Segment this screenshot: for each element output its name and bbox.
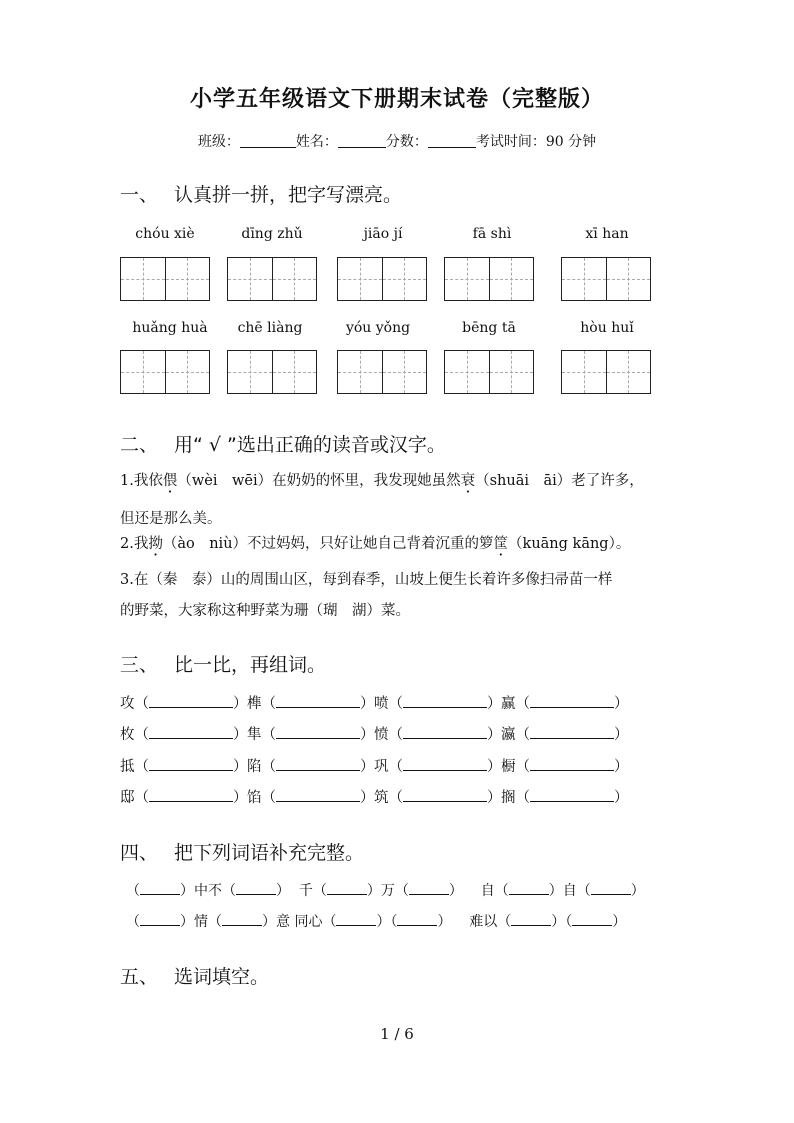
answer-blank[interactable] <box>511 913 551 926</box>
paren: （ <box>388 696 403 712</box>
word-item <box>501 755 628 776</box>
word-group-row <box>120 786 628 807</box>
writing-cell[interactable] <box>562 258 606 300</box>
text: （ <box>126 883 140 899</box>
word-item <box>501 786 628 807</box>
char: 喷 <box>374 696 389 712</box>
paren: （ <box>261 759 276 775</box>
paren: （ <box>261 727 276 743</box>
section-5-heading <box>120 962 269 989</box>
text: 自（ <box>480 883 509 899</box>
paren: （ <box>134 727 149 743</box>
paren: （ <box>388 727 403 743</box>
page-title: 小学五年级语文下册期末试卷（完整版） <box>189 87 604 112</box>
char: 赢 <box>501 696 516 712</box>
answer-blank[interactable] <box>509 882 549 895</box>
writing-grid[interactable] <box>337 257 427 301</box>
writing-cell[interactable] <box>489 258 534 300</box>
class-blank[interactable] <box>240 133 296 148</box>
question-2-line-3[interactable]: 3.在（秦 泰）山的周围山区，每到春季，山坡上便生长着许多像扫帚苗一样 <box>120 572 613 588</box>
section-number: 五、 <box>120 966 159 988</box>
char: 馅 <box>247 790 262 806</box>
time-label: 考试时间：90 分钟 <box>475 134 597 150</box>
writing-grid[interactable] <box>561 350 651 394</box>
word-group-row <box>120 723 628 744</box>
word-item <box>374 723 501 744</box>
answer-blank[interactable] <box>149 695 233 708</box>
question-2-line-1 <box>120 469 644 490</box>
pinyin-label: hòu huǐ <box>580 320 634 336</box>
char: 隼 <box>247 727 262 743</box>
paren: ） <box>233 790 248 806</box>
section-title: 比一比，再组词。 <box>174 654 327 676</box>
choice-text[interactable]: （shuāi āi）老了许多， <box>475 473 644 489</box>
text: 千（ <box>298 883 327 899</box>
paren: （ <box>515 696 530 712</box>
text: ） <box>437 914 452 930</box>
writing-grid[interactable] <box>337 350 427 394</box>
paren: ） <box>487 790 502 806</box>
paren: （ <box>388 790 403 806</box>
char: 巩 <box>374 759 389 775</box>
word-item <box>247 786 374 807</box>
writing-cell[interactable] <box>382 258 427 300</box>
writing-cell[interactable] <box>382 351 427 393</box>
section-title: 选词填空。 <box>174 966 270 988</box>
paren: ） <box>614 790 629 806</box>
writing-cell[interactable] <box>121 351 165 393</box>
answer-blank[interactable] <box>530 758 614 771</box>
answer-blank[interactable] <box>149 726 233 739</box>
paren: ） <box>360 727 375 743</box>
writing-cell[interactable] <box>338 258 382 300</box>
writing-grid[interactable] <box>227 257 317 301</box>
paren: （ <box>388 759 403 775</box>
answer-blank[interactable] <box>276 695 360 708</box>
pinyin-label: yóu yǒng <box>345 320 411 336</box>
writing-cell[interactable] <box>489 351 534 393</box>
char: 榫 <box>247 696 262 712</box>
word-item <box>247 755 374 776</box>
pinyin-label: chē liàng <box>237 320 303 336</box>
pinyin-label: jiāo jí <box>363 226 403 242</box>
paren: ） <box>360 790 375 806</box>
section-number: 一、 <box>120 184 159 206</box>
paren: （ <box>515 727 530 743</box>
paren: ） <box>614 696 629 712</box>
paren: ） <box>233 696 248 712</box>
section-number: 四、 <box>120 842 159 864</box>
word-group-row <box>120 755 628 776</box>
word-group-row <box>120 692 628 713</box>
section-4-heading <box>120 838 364 865</box>
answer-blank[interactable] <box>591 882 631 895</box>
answer-blank[interactable] <box>236 882 276 895</box>
question-2-line-3b[interactable]: 的野菜，大家称这种野菜为珊（瑚 湖）菜。 <box>120 603 410 619</box>
score-label: 分数： <box>385 134 428 150</box>
paren: ） <box>233 727 248 743</box>
writing-grid[interactable] <box>561 257 651 301</box>
paren: （ <box>515 790 530 806</box>
word-item <box>120 786 247 807</box>
char: 枚 <box>120 727 135 743</box>
text: ）中不（ <box>180 883 236 899</box>
text: 2.我 <box>120 536 149 552</box>
answer-blank[interactable] <box>403 758 487 771</box>
writing-cell[interactable] <box>272 351 317 393</box>
answer-blank[interactable] <box>397 913 437 926</box>
char: 邸 <box>120 790 135 806</box>
char: 筑 <box>374 790 389 806</box>
dotted-char: 衰 <box>460 473 476 489</box>
text: （ <box>126 914 140 930</box>
writing-cell[interactable] <box>121 258 165 300</box>
paren: （ <box>261 696 276 712</box>
writing-cell[interactable] <box>445 258 489 300</box>
section-3-heading <box>120 650 326 677</box>
answer-blank[interactable] <box>572 913 612 926</box>
section-2-heading <box>120 430 446 457</box>
text: ） <box>276 883 290 899</box>
idiom-row <box>126 911 626 931</box>
word-item <box>120 755 247 776</box>
idiom-row <box>126 880 645 900</box>
writing-cell[interactable] <box>606 258 651 300</box>
answer-blank[interactable] <box>149 758 233 771</box>
answer-blank[interactable] <box>140 913 180 926</box>
paren: ） <box>487 696 502 712</box>
pinyin-label: xī han <box>585 226 629 242</box>
dotted-char: 偎 <box>162 473 178 489</box>
word-item <box>247 723 374 744</box>
writing-cell[interactable] <box>165 351 210 393</box>
writing-grid[interactable] <box>227 350 317 394</box>
paren: ） <box>614 727 629 743</box>
section-title: 用“ √ ”选出正确的读音或汉字。 <box>174 434 446 456</box>
writing-cell[interactable] <box>228 351 272 393</box>
paren: （ <box>134 696 149 712</box>
word-item <box>501 692 628 713</box>
writing-cell[interactable] <box>562 351 606 393</box>
word-item <box>374 755 501 776</box>
answer-blank[interactable] <box>276 758 360 771</box>
char: 愤 <box>374 727 389 743</box>
score-blank[interactable] <box>428 133 476 148</box>
answer-blank[interactable] <box>403 726 487 739</box>
writing-cell[interactable] <box>606 351 651 393</box>
paren: （ <box>261 790 276 806</box>
paren: ） <box>487 759 502 775</box>
text: ）（ <box>376 914 398 930</box>
char: 橱 <box>501 759 516 775</box>
writing-grid[interactable] <box>120 350 210 394</box>
dotted-char: 筐 <box>493 536 509 552</box>
word-item <box>374 692 501 713</box>
section-number: 三、 <box>120 654 159 676</box>
char: 瀛 <box>501 727 516 743</box>
section-number: 二、 <box>120 434 159 456</box>
answer-blank[interactable] <box>403 789 487 802</box>
dotted-char: 拗 <box>148 536 163 552</box>
paren: （ <box>515 759 530 775</box>
text: 同心（ <box>294 914 337 930</box>
answer-blank[interactable] <box>276 726 360 739</box>
writing-grid[interactable] <box>444 350 534 394</box>
answer-blank[interactable] <box>530 726 614 739</box>
answer-blank[interactable] <box>140 882 180 895</box>
text: ） <box>612 914 627 930</box>
class-label: 班级： <box>197 134 240 150</box>
answer-blank[interactable] <box>276 789 360 802</box>
pinyin-label: dīng zhǔ <box>241 226 303 242</box>
word-item <box>120 723 247 744</box>
writing-cell[interactable] <box>228 258 272 300</box>
char: 攻 <box>120 696 135 712</box>
name-label: 姓名： <box>295 134 338 150</box>
paren: ） <box>233 759 248 775</box>
section-title: 把下列词语补充完整。 <box>174 842 365 864</box>
answer-blank[interactable] <box>409 882 449 895</box>
section-1-heading <box>120 180 402 207</box>
text: ）自（ <box>548 883 591 899</box>
paren: ） <box>487 727 502 743</box>
section-title: 认真拼一拼，把字写漂亮。 <box>174 184 403 206</box>
choice-text[interactable]: （ào niù）不过妈妈，只好让她自己背着沉重的箩 <box>162 536 494 552</box>
paren: （ <box>134 790 149 806</box>
text: ） <box>448 883 463 899</box>
answer-blank[interactable] <box>530 789 614 802</box>
text: ）意 <box>262 914 290 930</box>
choice-text[interactable]: （wèi wēi）在奶奶的怀里，我发现她虽然 <box>177 473 461 489</box>
answer-blank[interactable] <box>327 882 367 895</box>
paren: ） <box>360 696 375 712</box>
char: 抵 <box>120 759 135 775</box>
question-2-line-1b: 但还是那么美。 <box>120 511 222 527</box>
page-number: 1 / 6 <box>380 1025 414 1043</box>
choice-text[interactable]: （kuāng kāng）。 <box>508 536 631 552</box>
paren: （ <box>134 759 149 775</box>
word-item <box>120 692 247 713</box>
char: 搁 <box>501 790 516 806</box>
text: ） <box>630 883 645 899</box>
text: 难以（ <box>469 914 512 930</box>
text: ）（ <box>551 914 573 930</box>
text: ）万（ <box>366 883 409 899</box>
answer-blank[interactable] <box>530 695 614 708</box>
student-info-line <box>0 131 794 151</box>
answer-blank[interactable] <box>222 913 262 926</box>
writing-grid[interactable] <box>444 257 534 301</box>
word-item <box>374 786 501 807</box>
answer-blank[interactable] <box>149 789 233 802</box>
answer-blank[interactable] <box>336 913 376 926</box>
writing-cell[interactable] <box>165 258 210 300</box>
paren: ） <box>360 759 375 775</box>
pinyin-label: fā shì <box>472 226 512 242</box>
text: 1.我依 <box>120 473 163 489</box>
pinyin-label: chóu xiè <box>135 226 195 242</box>
writing-cell[interactable] <box>272 258 317 300</box>
pinyin-label: huǎng huà <box>132 320 208 336</box>
char: 陷 <box>247 759 262 775</box>
word-item <box>247 692 374 713</box>
pinyin-label: bēng tā <box>462 320 516 336</box>
name-blank[interactable] <box>338 133 386 148</box>
writing-cell[interactable] <box>445 351 489 393</box>
writing-grid[interactable] <box>120 257 210 301</box>
word-item <box>501 723 628 744</box>
answer-blank[interactable] <box>403 695 487 708</box>
text: ）情（ <box>180 914 222 930</box>
question-2-line-2 <box>120 532 630 553</box>
writing-cell[interactable] <box>338 351 382 393</box>
paren: ） <box>614 759 629 775</box>
